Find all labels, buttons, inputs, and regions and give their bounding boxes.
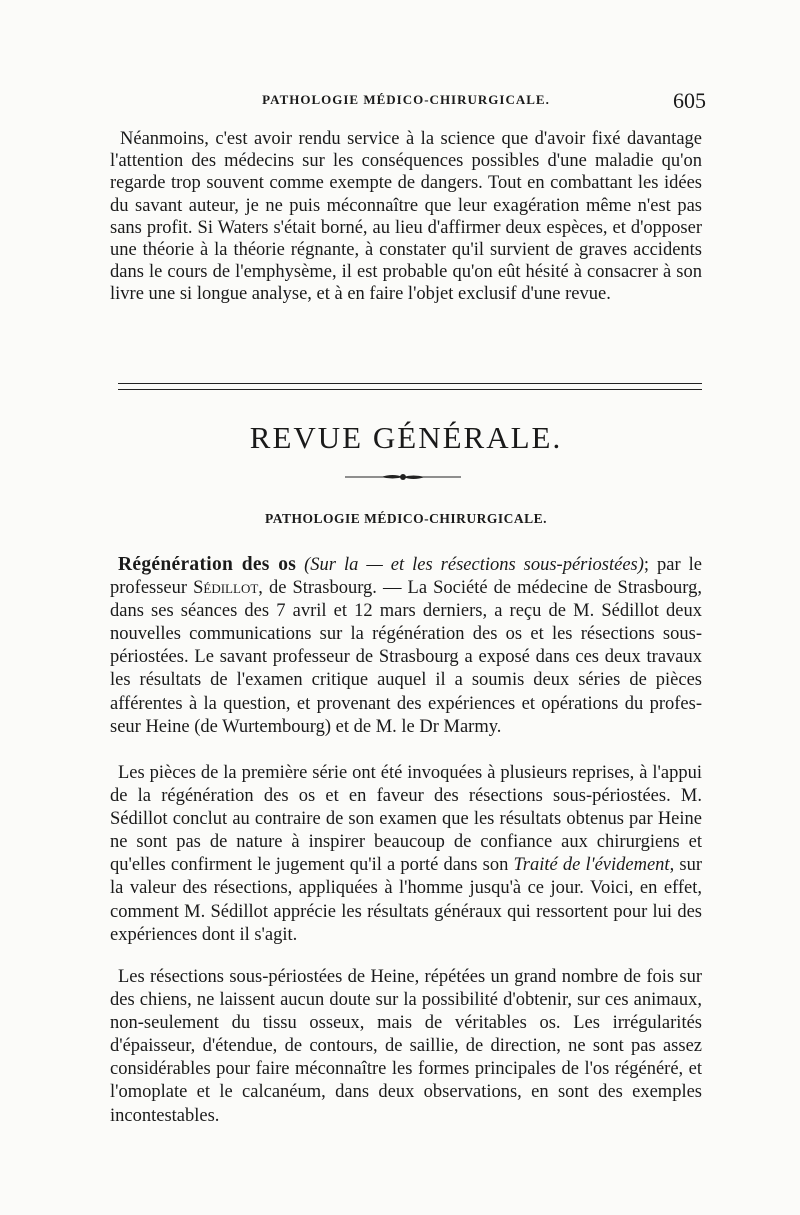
article-lead-subtitle: (Sur la — et les résections sous-périostées) — [304, 555, 644, 575]
article-author: Sédillot — [193, 578, 259, 599]
article-paragraph-2-end: , sur la valeur des résections, appliquées à l'homme jusqu'à ce jour. Voici, en effet, comment M. Sédillot apprécie les résultats généraux qui ressortent pour lui des expériences dont il s'agit. — [110, 855, 702, 945]
section-title: REVUE GÉNÉRALE. — [249, 420, 563, 455]
running-head-title: PATHOLOGIE MÉDICO-CHIRURGICALE. — [262, 92, 550, 107]
double-rule-divider — [118, 383, 702, 390]
article-lead-text: , de Strasbourg. — La Société de médecine de Strasbourg, dans ses séances des 7 avril et 12 mars derniers, a reçu de M. Sédillot deux nouvelles communications sur la régénération des os et les résections sous-périostées. Le savant professeur de Strasbourg a exposé dans ces deux travaux les résultats de l'examen critique auquel il a soumis deux séries de pièces afférentes à la question, et provenant des expériences et opérations du professeur Heine (de Wurtembourg) et de M. le Dr Marmy. — [110, 578, 702, 737]
closing-paragraph: Néanmoins, c'est avoir rendu service à la science que d'avoir fixé davantage l'attention des médecins sur les conséquences possibles d'une maladie qu'on regarde trop souvent comme exempte de dangers. Tout en combattant les idées du savant auteur, je ne puis méconnaître que leur exagération même n'est pas sans profit. Si Waters s'était borné, au lieu d'affirmer deux espèces, et d'opposer une théorie à la théorie régnante, à constater qu'il survient de graves accidents dans le cours de l'emphysème, il est probable qu'on eût hésité à consacrer à son livre une si longue analyse, et à en faire l'objet exclusif d'une revue. — [110, 129, 702, 305]
article-author-prefix: ; par le professeur — [110, 555, 702, 599]
page-number: 605 — [673, 88, 706, 113]
subsection-title: PATHOLOGIE MÉDICO-CHIRURGICALE. — [264, 511, 548, 526]
article-lead-title: Régénération des os — [118, 554, 297, 575]
running-head — [110, 88, 706, 118]
article-lead-paragraph — [110, 553, 702, 739]
article-paragraph-2-start: Les pièces de la première série ont été invoquées à plusieurs reprises, à l'appui de la régénération des os et en faveur des résections sous-périostées. M. Sédillot conclut au contraire de son examen que les résultats obtenus par Heine ne sont pas de nature à inspirer beaucoup de confiance aux chirurgiens et qu'elles confirment le jugement qu'il a porté dans son — [110, 763, 702, 876]
article-paragraph-3: Les résections sous-périostées de Heine, répétées un grand nombre de fois sur des chiens, ne laissent aucun doute sur la possibilité d'obtenir, sur ces animaux, non-seulement du tissu osseux, mais de véritables os. Les irrégularités d'épaisseur, d'étendue, de contours, de saillie, de direction, ne sont pas assez considérables pour faire méconnaître les formes principales de l'os régénéré, et l'omoplate et le calcanéum, dans deux observations, en sont des exemples incontestables. — [110, 967, 702, 1126]
book-title-reference: Traité de l'évidement — [513, 855, 670, 876]
article-paragraph-2 — [110, 762, 702, 947]
ornament-divider — [343, 472, 463, 482]
